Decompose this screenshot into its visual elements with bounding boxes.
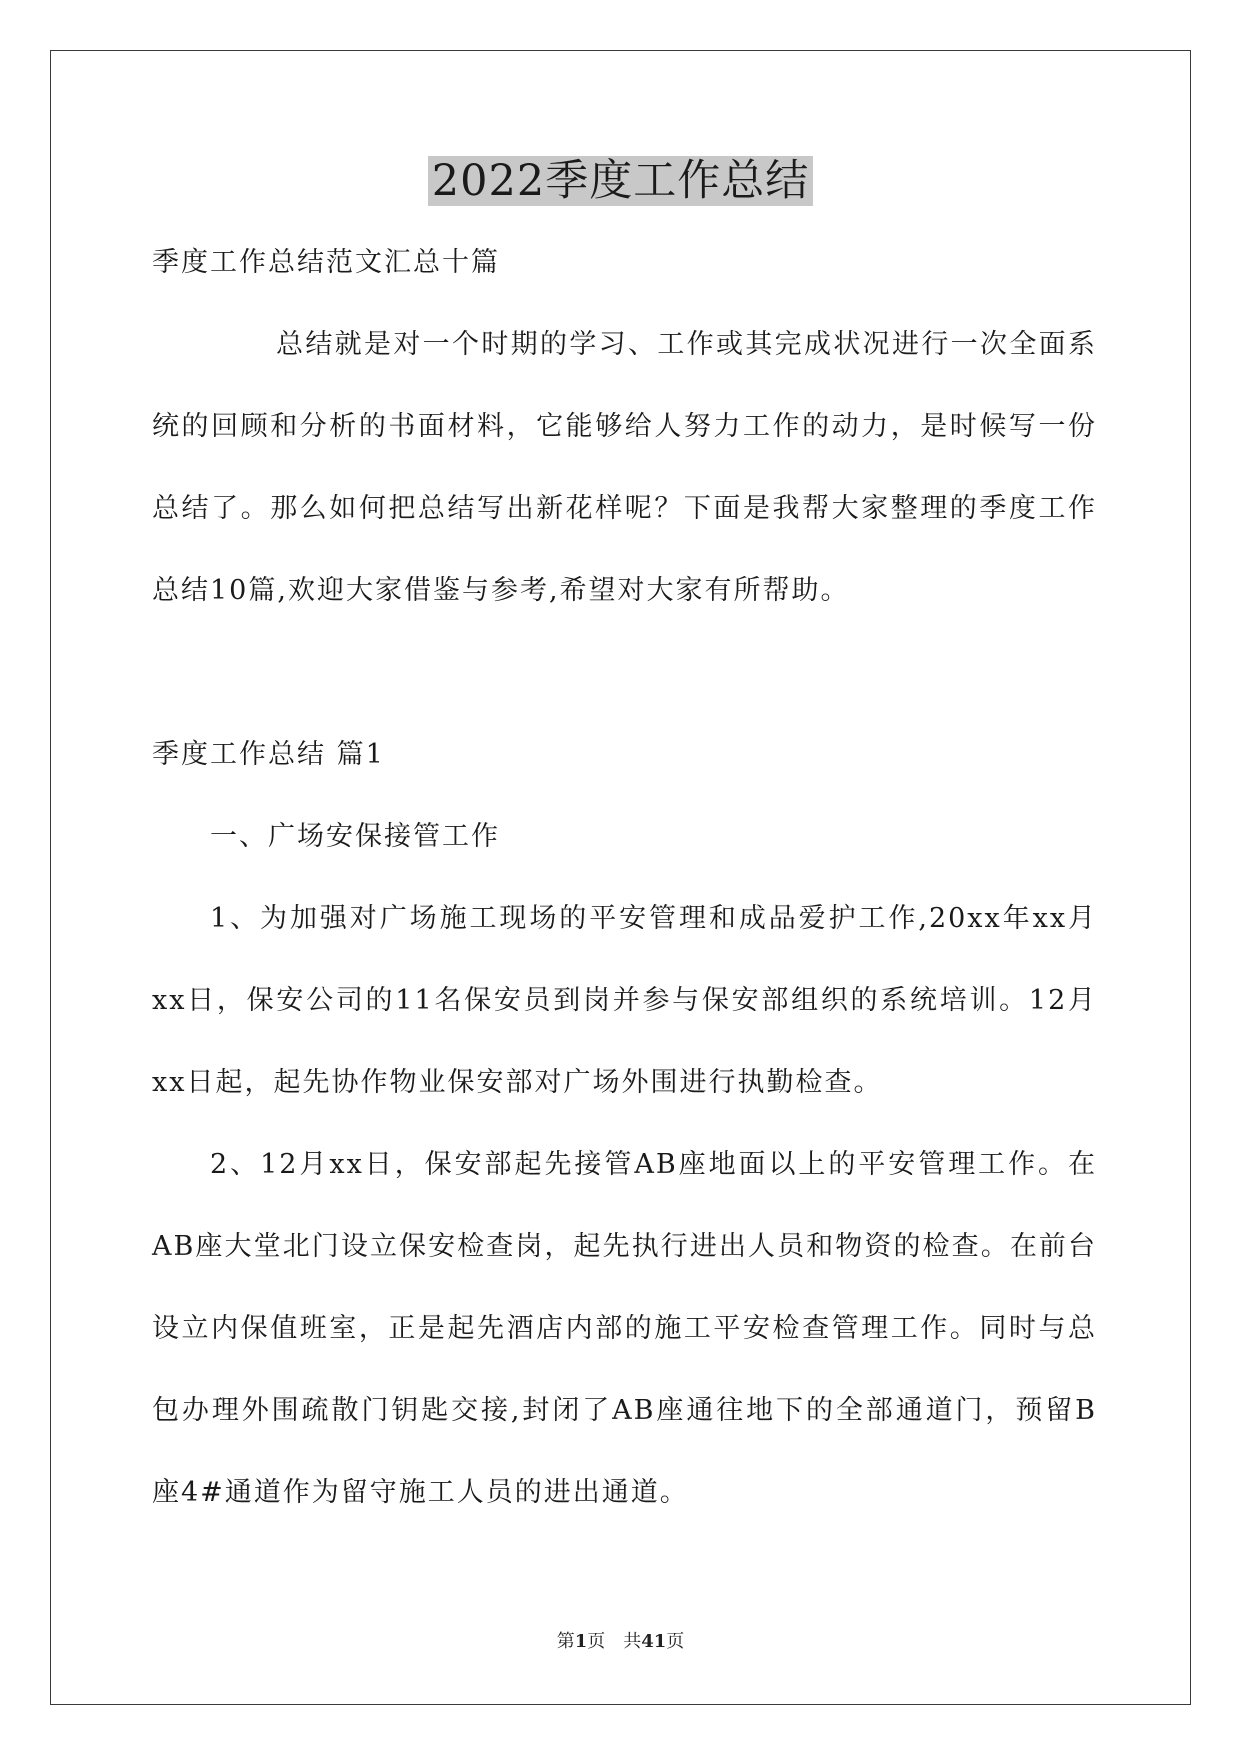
footer-page-mid: 页 共 <box>587 1631 642 1652</box>
page-footer <box>0 1627 1241 1653</box>
section-heading: 季度工作总结 篇1 <box>152 739 385 770</box>
footer-page-prefix: 第 <box>556 1631 575 1652</box>
document-subtitle: 季度工作总结范文汇总十篇 <box>152 247 500 278</box>
document-body <box>152 222 1097 1534</box>
footer-page-number: 1 <box>574 1631 588 1652</box>
body-paragraph-1: 1、为加强对广场施工现场的平安管理和成品爱护工作,20xx年xx月xx日，保安公司的11名保安员到岗并参与保安部组织的系统培训。12月xx日起，起先协作物业保安部对广场外围进行执勤检查。 <box>152 903 1097 1098</box>
section-spacer <box>152 632 1097 714</box>
footer-page-total: 41 <box>641 1631 667 1652</box>
document-title <box>0 153 1241 209</box>
footer-page-suffix: 页 <box>666 1631 685 1652</box>
document-title-text: 2022季度工作总结 <box>428 156 813 206</box>
intro-paragraph: 总结就是对一个时期的学习、工作或其完成状况进行一次全面系统的回顾和分析的书面材料，它能够给人努力工作的动力，是时候写一份总结了。那么如何把总结写出新花样呢？下面是我帮大家整理的季度工作总结10篇,欢迎大家借鉴与参考,希望对大家有所帮助。 <box>152 329 1097 606</box>
subheading: 一、广场安保接管工作 <box>210 821 500 852</box>
body-paragraph-2: 2、12月xx日，保安部起先接管AB座地面以上的平安管理工作。在AB座大堂北门设立保安检查岗，起先执行进出人员和物资的检查。在前台设立内保值班室，正是起先酒店内部的施工平安检查管理工作。同时与总包办理外围疏散门钥匙交接,封闭了AB座通往地下的全部通道门，预留B座4#通道作为留守施工人员的进出通道。 <box>152 1149 1097 1508</box>
